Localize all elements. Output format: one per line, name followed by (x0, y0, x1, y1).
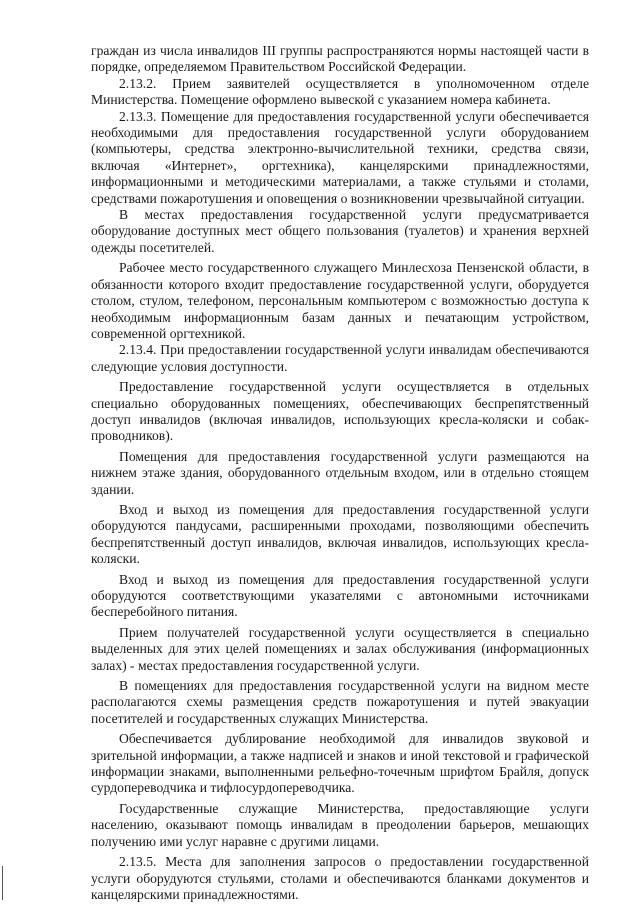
paragraph-reception-halls: Прием получателей государственной услуги осуществляется в специально выделенных для этих целей помещениях и залах обслуживания (информационных залах) - местах предоставления государственной услуги. (91, 624, 589, 673)
paragraph-2-13-2: 2.13.2. Прием заявителей осуществляется в уполномоченном отделе Министерства. Помещение оформлено вывеской с указанием номера кабинета. (91, 75, 589, 108)
paragraph-evacuation-schemes: В помещениях для предоставления государственной услуги на видном месте располагаются схемы размещения средств пожаротушения и путей эвакуации посетителей и государственных служащих Министерства. (91, 678, 589, 726)
paragraph-separate-premises: Предоставление государственной услуги осуществляется в отдельных специально оборудованных помещениях, обеспечивающих беспрепятственный доступ инвалидов (включая инвалидов, использующих кресла-коляски и собак-проводников). (91, 379, 589, 444)
paragraph-2-13-5: 2.13.5. Места для заполнения запросов о предоставлении государственной услуги оборудуются стульями, столами и обеспечиваются бланками документов и канцелярскими принадлежностями. (91, 854, 589, 902)
paragraph-continuation: граждан из числа инвалидов III группы распространяются нормы настоящей части в порядке, определяемом Правительством Российской Федерации. (91, 43, 589, 75)
paragraph-ground-floor: Помещения для предоставления государственной услуги размещаются на нижнем этаже здания, оборудованного отдельным входом, или в отдельно стоящем здании. (91, 448, 589, 497)
paragraph-workplace: Рабочее место государственного служащего Минлесхоза Пензенской области, в обязанности которого входит предоставление государственной услуги, оборудуется столом, стулом, телефоном, персональным компьютером с возможностью доступа к необходимым информационным базам данных и печатающим устройством, современной оргтехникой. (91, 260, 589, 341)
paragraph-ramps: Вход и выход из помещения для предоставления государственной услуги оборудуются пандусами, расширенными проходами, позволяющими обеспечить беспрепятственный доступ инвалидов, включая инвалидов, использующих кресла-коляски. (91, 501, 589, 567)
paragraph-common-facilities: В местах предоставления государственной услуги предусматривается оборудование доступных мест общего пользования (туалетов) и хранения верхней одежды посетителей. (91, 207, 589, 255)
scan-edge-mark (2, 866, 3, 900)
paragraph-2-13-3: 2.13.3. Помещение для предоставления государственной услуги обеспечивается необходимыми для предоставления государственной услуги оборудованием (компьютеры, средства электронно-вычислительной техники, средства связи, включая «Интернет», оргтехника), канцелярскими принадлежностями, информационными и методическими материалами, а также стульями и столами, средствами пожаротушения и оповещения о возникновении чрезвычайной ситуации. (91, 108, 589, 206)
paragraph-signs: Вход и выход из помещения для предоставления государственной услуги оборудуются соответствующими указателями с автономными источниками бесперебойного питания. (91, 571, 589, 620)
paragraph-assistance: Государственные служащие Министерства, предоставляющие услуги населению, оказывают помощь инвалидам в преодолении барьеров, мешающих получению ими услуг наравне с другими лицами. (91, 800, 589, 849)
document-body (91, 43, 589, 903)
paragraph-2-13-4: 2.13.4. При предоставлении государственной услуги инвалидам обеспечиваются следующие условия доступности. (91, 342, 589, 374)
paragraph-braille: Обеспечивается дублирование необходимой для инвалидов звуковой и зрительной информации, а также надписей и знаков и иной текстовой и графической информации знаками, выполненными рельефно-точечным шрифтом Брайля, допуск сурдопереводчика и тифлосурдопереводчика. (91, 731, 589, 796)
